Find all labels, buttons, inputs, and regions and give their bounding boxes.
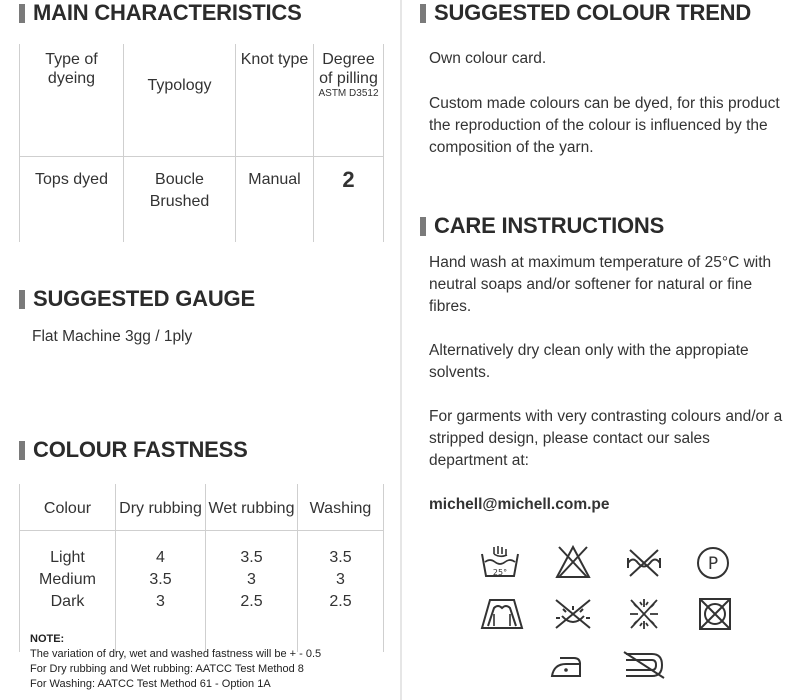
table-header-row (20, 484, 384, 531)
heading-bar (19, 441, 25, 460)
heading-text: CARE INSTRUCTIONS (434, 213, 665, 238)
do-not-twist-icon (620, 648, 668, 682)
typology-line: Boucle (155, 171, 204, 188)
section-heading-care-instructions (420, 213, 664, 239)
washing-value: 3 (336, 571, 345, 588)
dry-rubbing-value: 3.5 (149, 571, 172, 588)
header-degree-of-pilling (314, 44, 384, 157)
colour-name: Dark (50, 593, 85, 610)
cell-type-of-dyeing: Tops dyed (20, 157, 124, 243)
typology-line: Brushed (149, 193, 210, 210)
note-line: For Washing: AATCC Test Method 61 - Option 1A (30, 678, 271, 690)
note-line: For Dry rubbing and Wet rubbing: AATCC Test Method 8 (30, 663, 304, 675)
cell-knot-type: Manual (236, 157, 314, 243)
dry-rubbing-value: 3 (156, 593, 165, 610)
washing-value: 3.5 (329, 549, 352, 566)
section-heading-main-characteristics (19, 0, 302, 26)
washing-value: 2.5 (329, 593, 352, 610)
header-knot-type: Knot type (236, 44, 314, 157)
iron-low-icon (548, 652, 592, 682)
do-not-bleach-icon (554, 544, 592, 580)
dry-rubbing-value: 4 (156, 549, 165, 566)
degree-of-pilling-label: Degree of pilling (319, 51, 378, 87)
wash-temperature: 25° (492, 568, 508, 577)
section-heading-suggested-gauge (19, 286, 255, 312)
care-p2: Alternatively dry clean only with the appropiate solvents. (429, 342, 749, 381)
header-wet-rubbing: Wet rubbing (206, 484, 298, 531)
gauge-text: Flat Machine 3gg / 1ply (32, 328, 193, 345)
heading-bar (19, 290, 25, 309)
header-dry-rubbing: Dry rubbing (116, 484, 206, 531)
heading-bar (420, 4, 426, 23)
heading-bar (19, 4, 25, 23)
heading-text: COLOUR FASTNESS (33, 437, 248, 462)
do-not-steam-icon (625, 596, 663, 632)
care-p1: Hand wash at maximum temperature of 25°C with neutral soaps and/or softener for natural or fine fibres. (429, 254, 772, 315)
colour-fastness-table (19, 484, 384, 652)
hand-wash-icon (480, 544, 520, 580)
dry-clean-p-icon (695, 545, 731, 581)
header-colour: Colour (20, 484, 116, 531)
pilling-standard: ASTM D3512 (318, 88, 379, 99)
colour-name: Medium (39, 571, 96, 588)
pilling-value: 2 (342, 167, 355, 192)
wet-rubbing-value: 3 (247, 571, 256, 588)
cell-typology (124, 157, 236, 243)
note-label: NOTE: (30, 633, 65, 645)
header-typology: Typology (124, 44, 236, 157)
section-heading-colour-trend (420, 0, 751, 26)
do-not-wring-icon (624, 546, 664, 580)
header-type-of-dyeing: Type of dyeing (20, 44, 124, 157)
colour-trend-p1: Own colour card. (429, 50, 547, 67)
colour-trend-p2: Custom made colours can be dyed, for this product the reproduction of the colour is influenced by the composition of the yarn. (429, 95, 780, 156)
cell-degree-of-pilling (314, 157, 384, 243)
heading-text: MAIN CHARACTERISTICS (33, 0, 302, 25)
note-line: The variation of dry, wet and washed fastness will be + - 0.5 (30, 648, 322, 660)
dry-clean-letter: P (707, 554, 719, 574)
heading-text: SUGGESTED GAUGE (33, 286, 255, 311)
do-not-dry-in-sun-icon (552, 596, 594, 632)
care-p3: For garments with very contrasting colours and/or a stripped design, please contact our sales department at: (429, 408, 783, 469)
wet-rubbing-value: 3.5 (240, 549, 263, 566)
table-row (20, 157, 384, 243)
dry-flat-shade-icon (480, 596, 524, 632)
right-column (402, 0, 801, 700)
table-header-row (20, 44, 384, 157)
heading-text: SUGGESTED COLOUR TREND (434, 0, 752, 25)
fastness-note (30, 632, 390, 692)
section-heading-colour-fastness (19, 437, 248, 463)
header-washing: Washing (298, 484, 384, 531)
left-column (0, 0, 400, 700)
heading-bar (420, 217, 426, 236)
wet-rubbing-value: 2.5 (240, 593, 263, 610)
characteristics-table (19, 44, 384, 242)
do-not-tumble-dry-icon (697, 596, 733, 632)
colour-name: Light (50, 549, 85, 566)
sales-email: michell@michell.com.pe (429, 496, 610, 513)
